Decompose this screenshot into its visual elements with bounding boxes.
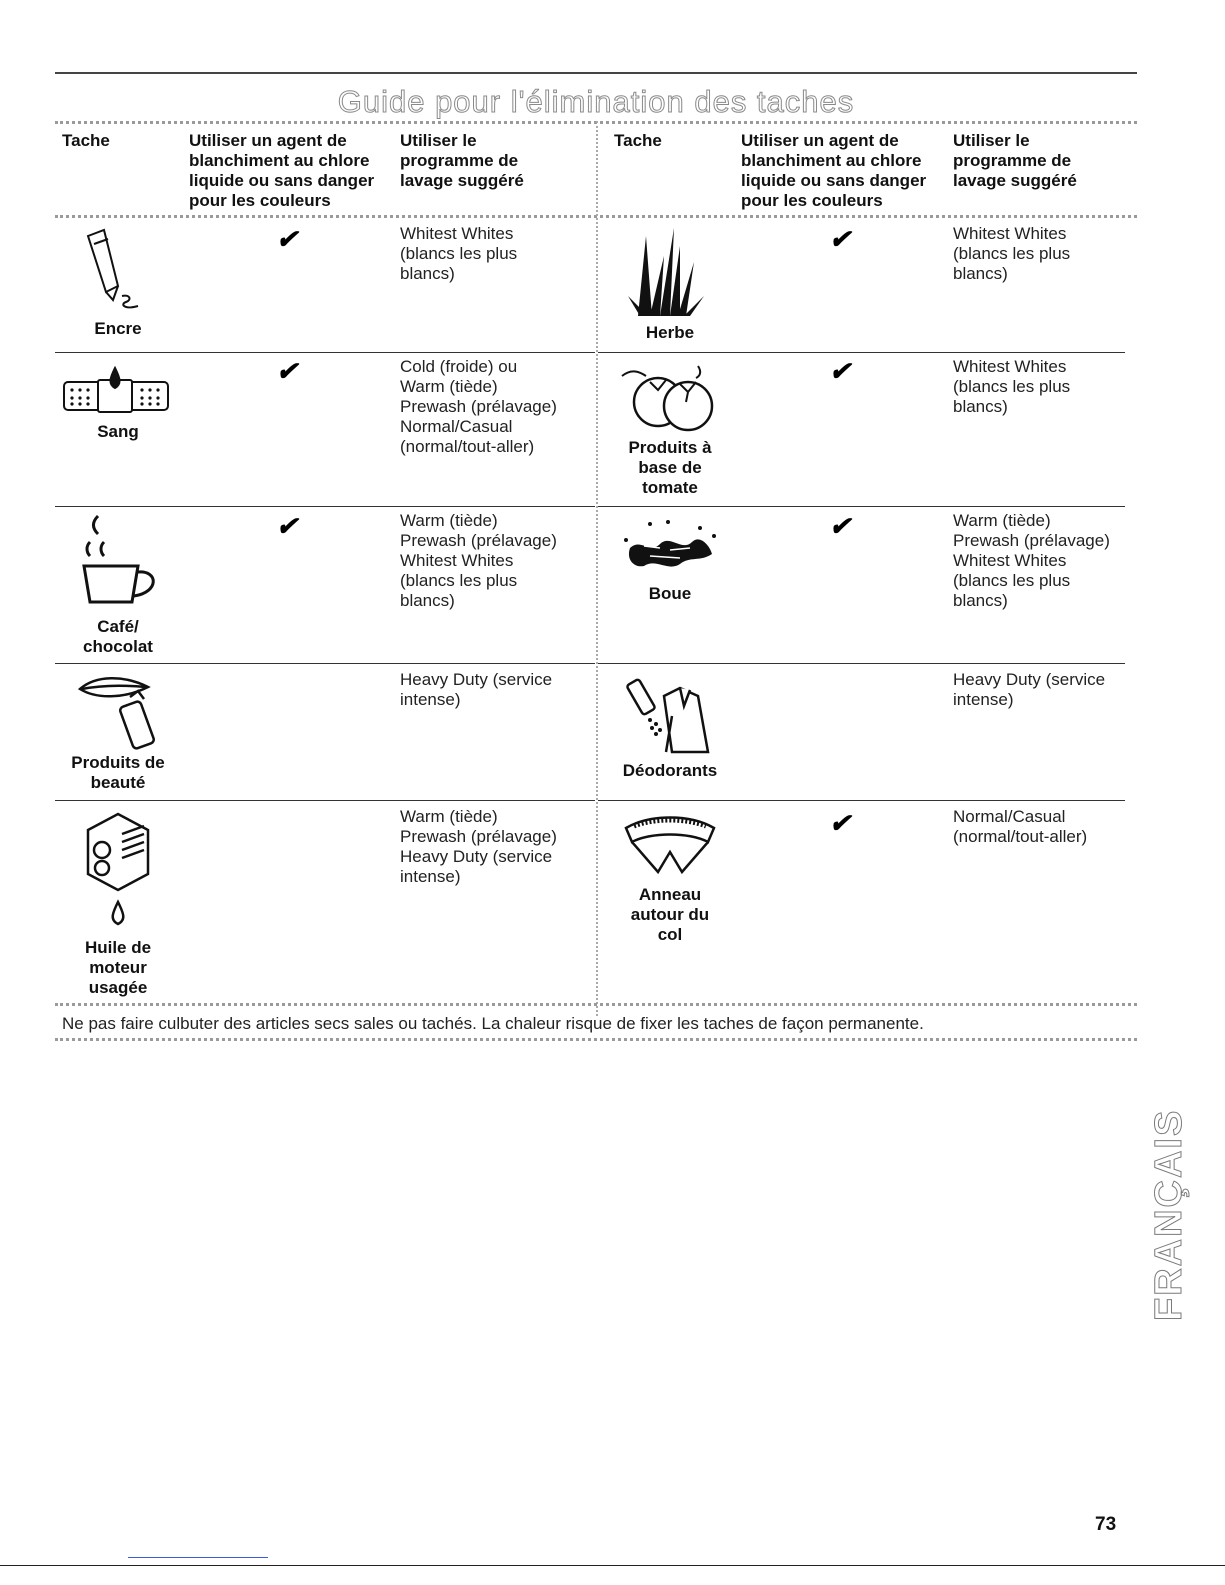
header-agent-right: Utiliser un agent de blanchiment au chlore liquide ou sans danger pour les couleurs [741,131,927,210]
column-separator [596,121,598,1016]
page-title: Guide pour l'élimination des taches [337,84,855,119]
check-mark: ✔ [829,356,851,386]
header-programme-right: Utiliser le programme de lavage suggéré [953,131,1077,190]
footnote-dotted-rule [55,1038,1137,1041]
program-text: Warm (tiède) Prewash (prélavage) Whitest Whites (blancs les plus blancs) [400,511,557,610]
grass-icon [620,226,720,318]
bandage-icon [58,366,178,416]
header-tache-left: Tache [62,131,110,150]
header-agent-left: Utiliser un agent de blanchiment au chlore liquide ou sans danger pour les couleurs [189,131,375,210]
bottom-rule [0,1565,1225,1566]
row-rule [55,663,595,664]
stain-label: Huile de moteur usagée [84,938,152,997]
stain-label: Sang [97,422,139,441]
oil-can-icon [78,810,158,930]
page-number: 73 [1095,1514,1117,1535]
program-text: Warm (tiède) Prewash (prélavage) Heavy Duty (service intense) [400,807,557,886]
table-bottom-dotted-rule [55,1003,1137,1006]
row-rule [598,352,1125,353]
program-text: Cold (froide) ou Warm (tiède) Prewash (prélavage) Normal/Casual (normal/tout-aller) [400,357,557,456]
row-rule [55,352,595,353]
program-text: Heavy Duty (service intense) [953,670,1106,709]
row-rule [55,506,595,507]
shirt-collar-icon [620,812,720,878]
pen-icon [80,228,175,318]
header-programme-left: Utiliser le programme de lavage suggéré [400,131,524,190]
program-text: Whitest Whites (blancs les plus blancs) [400,224,518,283]
row-rule [55,800,595,801]
footnote: Ne pas faire culbuter des articles secs sales ou tachés. La chaleur risque de fixer les taches de façon permanente. [62,1014,924,1033]
check-mark: ✔ [829,224,851,254]
check-mark: ✔ [829,808,851,838]
stain-label: Produits de beauté [71,753,165,792]
row-rule [598,506,1125,507]
tomato-icon [620,362,720,436]
check-mark: ✔ [276,356,298,386]
lipstick-icon [78,673,168,755]
stain-label: Café/ chocolat [83,617,153,656]
program-text: Warm (tiède) Prewash (prélavage) Whitest Whites (blancs les plus blancs) [953,511,1110,610]
deodorant-shirt-icon [620,676,720,756]
program-text: Whitest Whites (blancs les plus blancs) [953,357,1071,416]
stain-label: Encre [94,319,142,338]
top-rule [55,72,1137,74]
mud-icon [620,518,720,578]
check-mark: ✔ [276,224,298,254]
stain-label: Herbe [645,323,695,342]
stain-label: Produits à base de tomate [628,438,712,497]
check-mark: ✔ [829,511,851,541]
bottom-link-line [128,1557,268,1558]
language-tab: FRANÇAIS [1148,1108,1190,1322]
header-tache-right: Tache [614,131,662,150]
program-text: Heavy Duty (service intense) [400,670,553,709]
check-mark: ✔ [276,511,298,541]
stain-label: Boue [648,584,692,603]
program-text: Normal/Casual (normal/tout-aller) [953,807,1088,846]
row-rule [598,800,1125,801]
program-text: Whitest Whites (blancs les plus blancs) [953,224,1071,283]
coffee-cup-icon [68,512,168,612]
stain-label: Anneau autour du col [630,885,710,944]
row-rule [598,663,1125,664]
stain-label: Déodorants [622,761,718,780]
